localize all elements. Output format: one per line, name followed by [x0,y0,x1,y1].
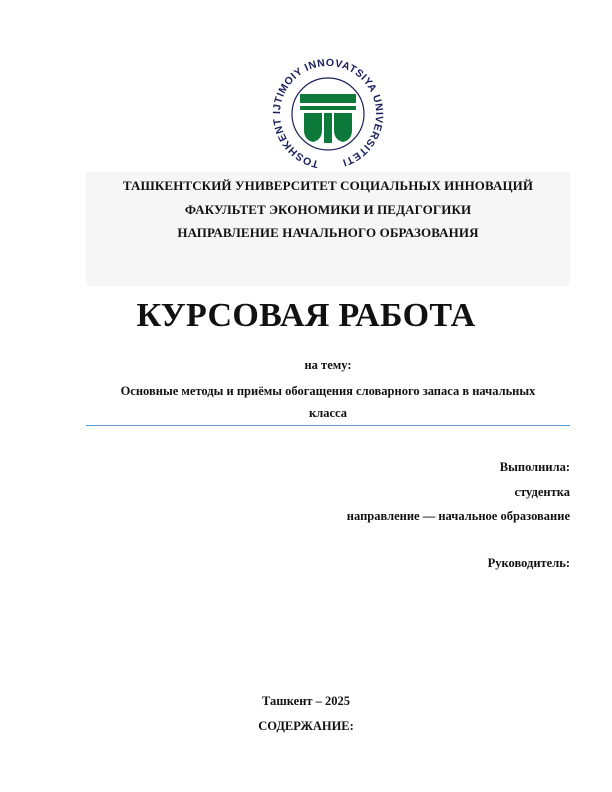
university-logo [264,50,392,178]
institution-header [86,172,570,286]
document-title: КУРСОВАЯ РАБОТА [136,297,476,334]
svg-text:TOSHKENT IJTIMOIY INNOVATSIYA: TOSHKENT IJTIMOIY INNOVATSIYA UNIVERSITETI [271,56,386,170]
topic-line-2: класса [309,406,347,420]
author-heading: Выполнила: [499,460,570,474]
university-name: ТАШКЕНТСКИЙ УНИВЕРСИТЕТ СОЦИАЛЬНЫХ ИННОВАЦИЙ [122,178,534,193]
supervisor-heading: Руководитель: [487,556,570,570]
city-year: Ташкент – 2025 [261,694,351,708]
faculty-name: ФАКУЛЬТЕТ ЭКОНОМИКИ И ПЕДАГОГИКИ [184,202,472,217]
author-direction: направление — начальное образование [346,509,570,523]
contents-heading: СОДЕРЖАНИЕ: [258,719,354,733]
topic-label: на тему: [304,358,352,372]
author-role: студентка [514,485,570,499]
topic-line-1: Основные методы и приёмы обогащения словарного запаса в начальных [120,384,536,398]
topic-underline [86,425,570,426]
direction-name: НАПРАВЛЕНИЕ НАЧАЛЬНОГО ОБРАЗОВАНИЯ [177,225,479,240]
